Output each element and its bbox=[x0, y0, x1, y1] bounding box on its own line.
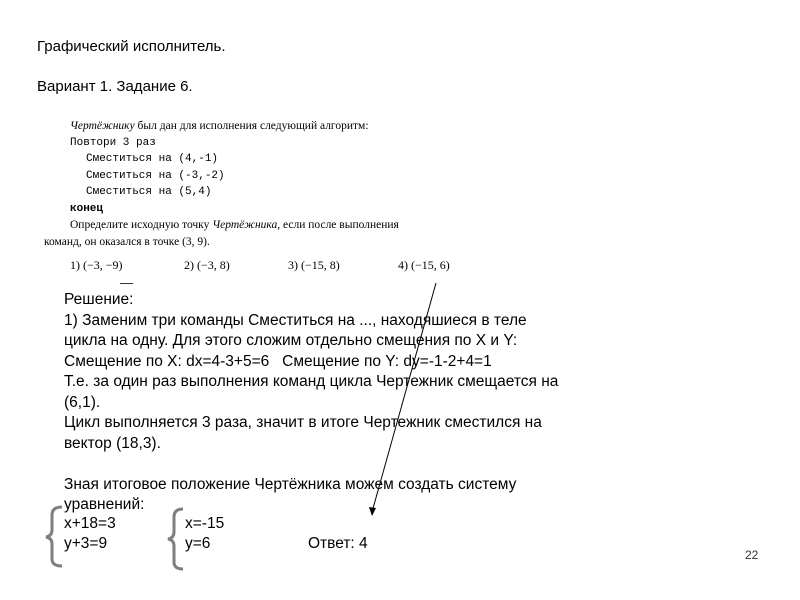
left-brace-icon bbox=[168, 509, 183, 569]
system2-eq1: x=-15 bbox=[185, 515, 225, 532]
option-2: 2) (−3, 8) bbox=[184, 258, 230, 272]
page-number: 22 bbox=[745, 548, 759, 562]
system1-eq2: y+3=9 bbox=[64, 535, 108, 552]
solution-line: Т.е. за один раз выполнения команд цикла Чертежник смещается на bbox=[64, 373, 559, 390]
option-4: 4) (−15, 6) bbox=[398, 258, 450, 272]
solution-line: Решение: bbox=[64, 291, 134, 308]
solution-line: уравнений: bbox=[64, 496, 145, 513]
slide-title: Графический исполнитель. bbox=[37, 38, 226, 55]
left-brace-icon bbox=[46, 507, 62, 566]
loop-start: Повтори 3 раз bbox=[70, 136, 156, 149]
arrow-line bbox=[372, 283, 436, 512]
command-1: Сместиться на (4,-1) bbox=[86, 153, 219, 165]
loop-end: конец bbox=[70, 202, 104, 215]
system1-eq1: x+18=3 bbox=[64, 515, 116, 532]
solution-line: Зная итоговое положение Чертёжника можем создать систему bbox=[64, 475, 517, 493]
question-italic: Чертёжника bbox=[212, 219, 278, 231]
arrow-head-icon bbox=[369, 507, 376, 516]
option-1: 1) (−3, −9) bbox=[70, 258, 123, 272]
command-3: Сместиться на (5,4) bbox=[86, 186, 212, 198]
solution-line: Цикл выполняется 3 раза, значит в итоге Чертежник сместился на bbox=[64, 414, 542, 431]
answer-text: Ответ: 4 bbox=[308, 535, 368, 552]
system2-eq2: y=6 bbox=[185, 535, 211, 552]
solution-line: вектор (18,3). bbox=[64, 434, 161, 452]
task-intro-italic: Чертёжнику bbox=[70, 120, 135, 132]
command-2: Сместиться на (-3,-2) bbox=[86, 169, 225, 182]
question-part1: Определите исходную точку bbox=[70, 219, 213, 231]
variant-heading: Вариант 1. Задание 6. bbox=[37, 78, 193, 95]
option-3: 3) (−15, 8) bbox=[288, 258, 340, 272]
solution-line: Смещение по X: dx=4-3+5=6 Смещение по Y: dy=-1-2+4=1 bbox=[64, 352, 492, 370]
solution-line: (6,1). bbox=[64, 393, 101, 411]
solution-line: цикла на одну. Для этого сложим отдельно смещения по X и Y: bbox=[64, 332, 518, 349]
question-part2: , если после выполнения bbox=[277, 219, 399, 231]
task-intro-rest: был дан для исполнения следующий алгоритм: bbox=[134, 120, 369, 132]
question-line-2: команд, он оказался в точке (3, 9). bbox=[44, 235, 210, 248]
solution-line: 1) Заменим три команды Сместиться на ..., находяшиеся в теле bbox=[64, 311, 527, 329]
